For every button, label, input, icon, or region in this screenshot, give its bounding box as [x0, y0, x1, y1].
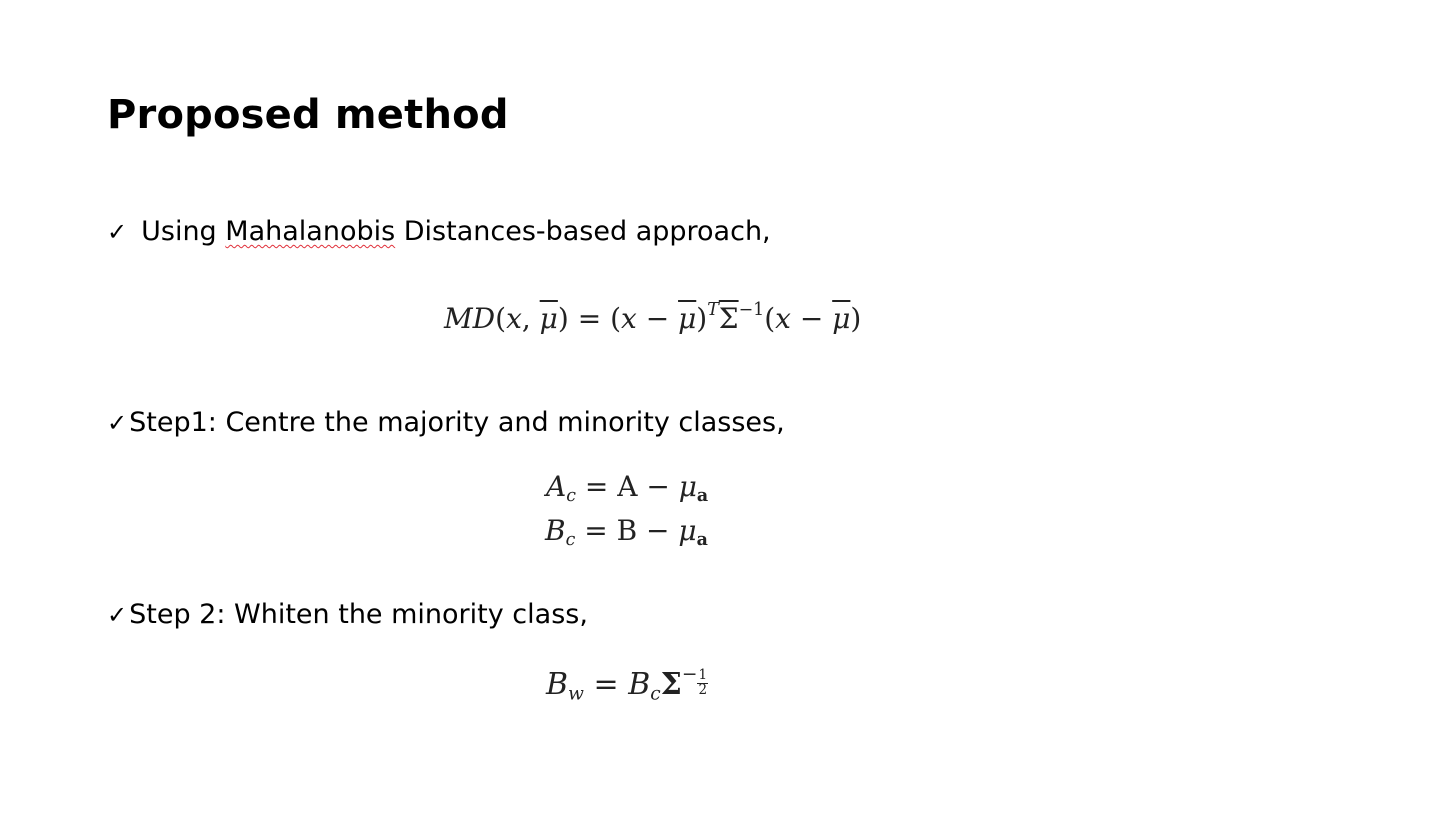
bullet-text: Step 2: Whiten the minority class, — [129, 599, 588, 630]
bullet-step1 — [107, 407, 785, 438]
bullet-text: Step1: Centre the majority and minority classes, — [129, 407, 785, 438]
checkmark-icon: ✓ — [107, 218, 128, 246]
bullet-step2 — [107, 599, 588, 630]
equation-b-centred: $B_c = B - \mu_a$ — [545, 514, 708, 551]
checkmark-icon: ✓ — [107, 409, 128, 437]
bullet-mahalanobis — [107, 216, 771, 247]
checkmark-icon: ✓ — [107, 601, 128, 629]
bullet-text-suffix: Distances-based approach, — [395, 216, 771, 247]
spellcheck-underlined-word: Mahalanobis — [225, 216, 396, 247]
bullet-text-prefix: Using — [141, 216, 226, 247]
equation-a-centred: $A_c = A - \mu_a$ — [546, 470, 709, 507]
equation-b-whitened: $B_w = B_c\Sigma^-$ $\frac{1}{2}$ — [546, 664, 708, 705]
slide-title: Proposed method — [107, 92, 509, 138]
equation-mahalanobis-distance: MD(x, $\overline{\mu}) = (x - \overline{\mu})^T\overline{\Sigma}^{-1}(x - \overline{\mu})$ — [444, 300, 862, 336]
